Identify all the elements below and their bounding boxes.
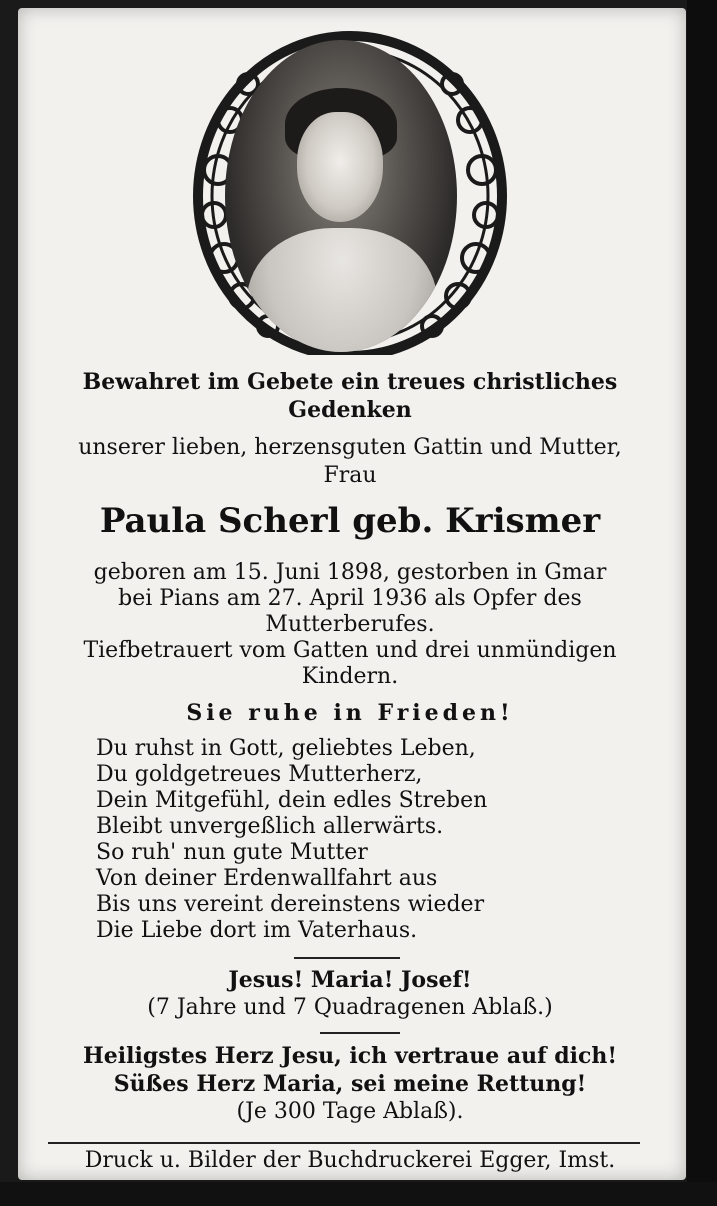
prayer-1-line-1: Jesus! Maria! Josef! xyxy=(228,967,472,993)
heading-line-1: Bewahret im Gebete ein treues christliches xyxy=(82,369,618,395)
intro-line-1: unserer lieben, herzensguten Gattin und Mutter, xyxy=(78,435,622,460)
portrait-photo xyxy=(225,40,457,352)
heading xyxy=(30,368,670,424)
poem-line: So ruh' nun gute Mutter xyxy=(96,840,368,865)
prayer-2 xyxy=(30,1042,670,1126)
bio-line-5: Kindern. xyxy=(301,664,399,689)
footer-divider xyxy=(48,1142,640,1144)
prayer-1-line-2: (7 Jahre und 7 Quadragenen Ablaß.) xyxy=(147,995,553,1020)
rest-in-peace: Sie ruhe in Frieden! xyxy=(186,700,514,726)
poem-line: Bis uns vereint dereinstens wieder xyxy=(96,892,485,917)
poem-line: Du ruhst in Gott, geliebtes Leben, xyxy=(96,736,476,761)
printer-credit: Druck u. Bilder der Buchdruckerei Egger, Imst. xyxy=(84,1148,616,1173)
bio-line-3: Mutterberufes. xyxy=(265,612,435,637)
intro-line-2: Frau xyxy=(323,463,377,488)
prayer-2-line-3: (Je 300 Tage Ablaß). xyxy=(236,1099,464,1124)
poem-line: Die Liebe dort im Vaterhaus. xyxy=(96,918,418,943)
poem-line: Bleibt unvergeßlich allerwärts. xyxy=(96,814,444,839)
deceased-name: Paula Scherl geb. Krismer xyxy=(99,501,601,541)
card-edge-right xyxy=(687,0,717,1206)
bio-line-1: geboren am 15. Juni 1898, gestorben in Gmar xyxy=(93,560,607,585)
prayer-1 xyxy=(30,966,670,1022)
prayer-2-line-2: Süßes Herz Maria, sei meine Rettung! xyxy=(113,1071,587,1097)
bio-line-2: bei Pians am 27. April 1936 als Opfer des xyxy=(118,586,582,611)
card-edge-bottom xyxy=(0,1182,717,1206)
poem-line: Von deiner Erdenwallfahrt aus xyxy=(96,866,438,891)
heading-line-2: Gedenken xyxy=(288,397,412,423)
poem-line: Du goldgetreues Mutterherz, xyxy=(96,762,423,787)
divider xyxy=(294,957,400,959)
poem-line: Dein Mitgefühl, dein edles Streben xyxy=(96,788,488,813)
biography xyxy=(30,560,670,690)
divider xyxy=(320,1032,400,1034)
intro xyxy=(30,434,670,490)
bio-line-4: Tiefbetrauert vom Gatten und drei unmündigen xyxy=(83,638,617,663)
portrait-frame xyxy=(190,20,510,355)
prayer-2-line-1: Heiligstes Herz Jesu, ich vertraue auf dich! xyxy=(82,1043,618,1069)
